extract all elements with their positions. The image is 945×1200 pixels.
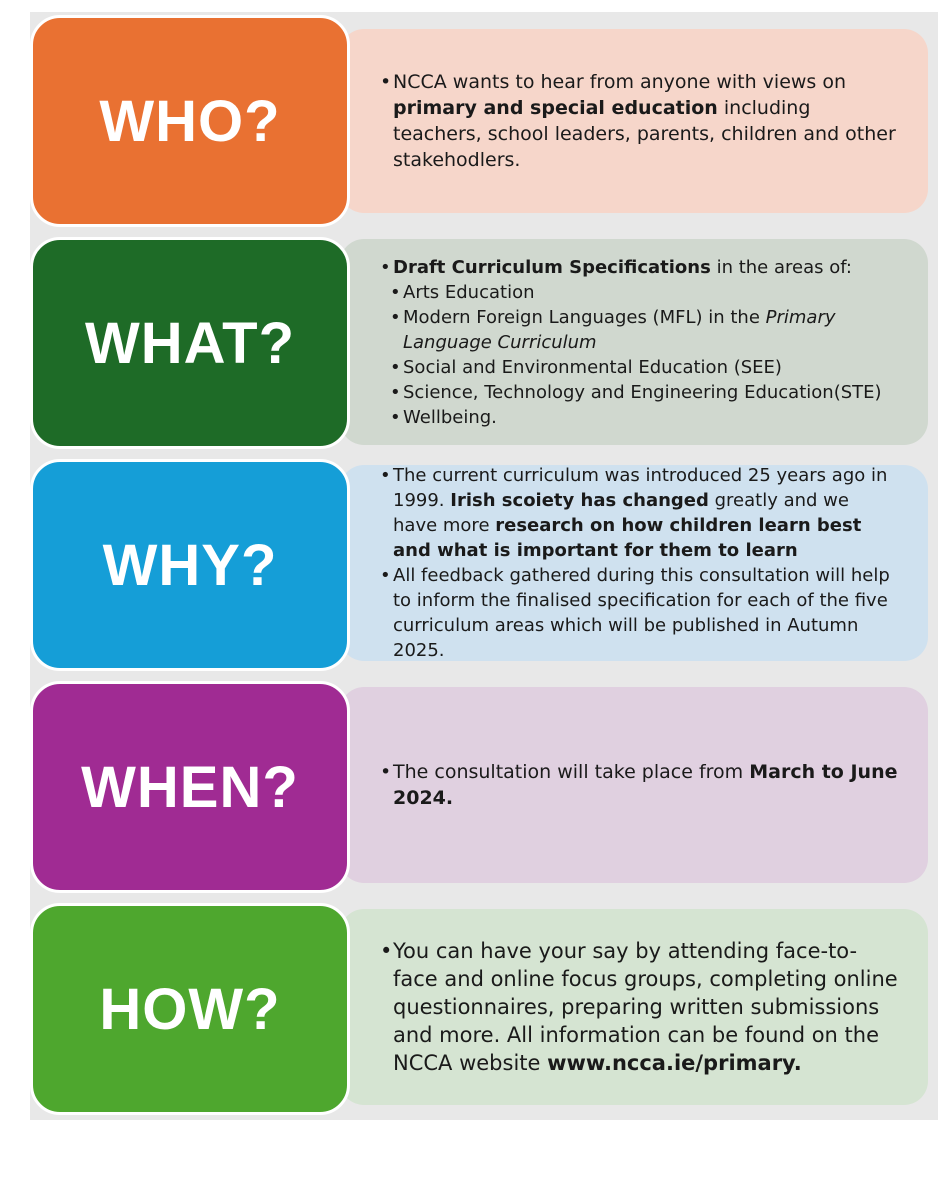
how-bullet: • You can have your say by attending face-to-face and online focus groups, completing online questionnaires, preparing written submissions and more. All information can be found on the NCCA website www.ncca.ie/primary. — [380, 937, 898, 1077]
why-panel — [340, 465, 928, 661]
what-section — [30, 237, 928, 449]
how-heading: HOW? — [30, 903, 350, 1115]
ncca-website-link[interactable]: www.ncca.ie/primary. — [547, 1051, 802, 1075]
why-section — [30, 459, 928, 671]
who-panel — [340, 29, 928, 213]
why-bullet-2: • All feedback gathered during this consultation will help to inform the finalised specification for each of the five curriculum areas which will be published in Autumn 2025. — [380, 563, 898, 663]
what-heading: WHAT? — [30, 237, 350, 449]
who-heading: WHO? — [30, 15, 350, 227]
how-list — [380, 937, 898, 1077]
how-panel — [340, 909, 928, 1105]
who-section — [30, 15, 928, 227]
why-list — [380, 463, 898, 663]
who-list — [380, 69, 898, 173]
what-intro: • Draft Curriculum Specifications in the areas of: — [380, 255, 898, 280]
when-list — [380, 759, 898, 811]
what-item-see: • Social and Environmental Education (SEE) — [390, 355, 898, 380]
when-panel — [340, 687, 928, 883]
what-item-arts: • Arts Education — [390, 280, 898, 305]
when-bullet: • The consultation will take place from March to June 2024. — [380, 759, 898, 811]
why-heading: WHY? — [30, 459, 350, 671]
when-heading: WHEN? — [30, 681, 350, 893]
what-item-ste: • Science, Technology and Engineering Education(STE) — [390, 380, 898, 405]
who-bullet: • NCCA wants to hear from anyone with views on primary and special education including teachers, school leaders, parents, children and other stakehodlers. — [380, 69, 898, 173]
what-item-mfl: • Modern Foreign Languages (MFL) in the Primary Language Curriculum — [390, 305, 898, 355]
why-bullet-1: • The current curriculum was introduced 25 years ago in 1999. Irish scoiety has changed greatly and we have more research on how children learn best and what is important for them to learn — [380, 463, 898, 563]
what-panel — [340, 239, 928, 445]
what-list — [380, 255, 898, 430]
how-section — [30, 903, 928, 1115]
what-item-wellbeing: • Wellbeing. — [390, 405, 898, 430]
when-section — [30, 681, 928, 893]
